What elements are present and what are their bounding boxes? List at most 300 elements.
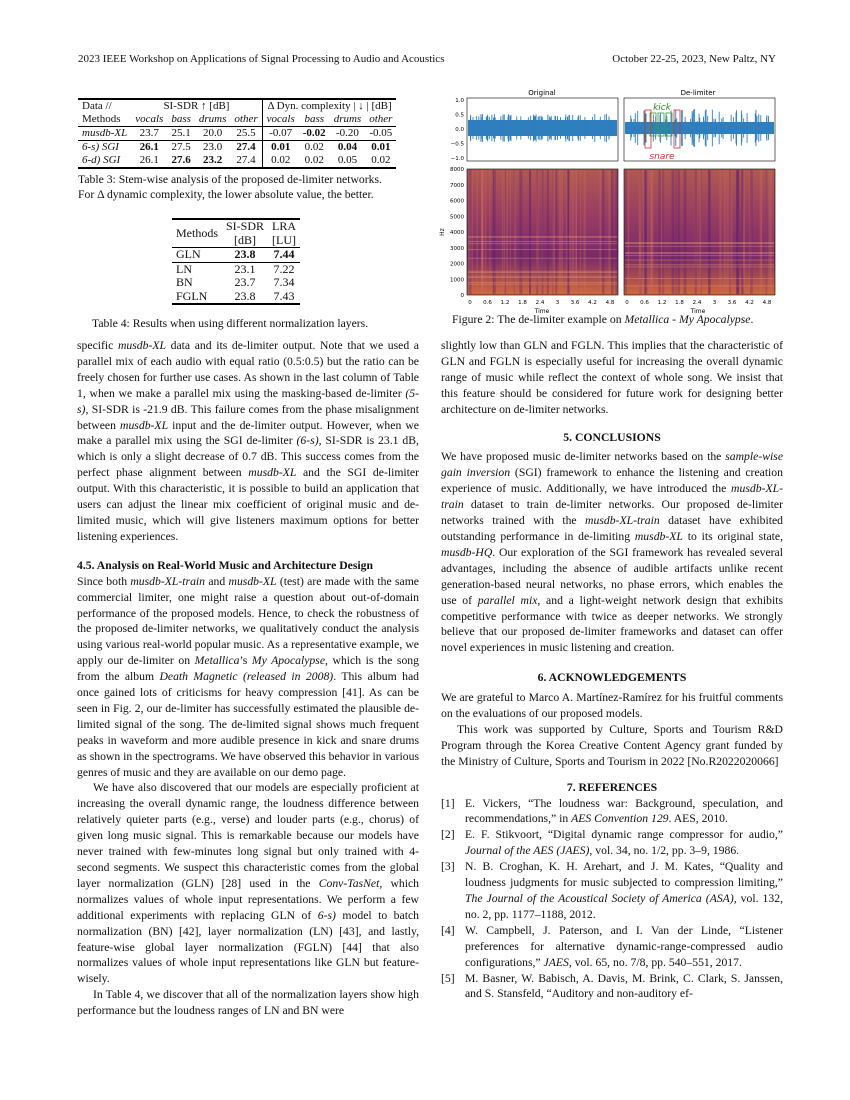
wave-peak	[473, 117, 474, 139]
time-tick-label: 0.6	[483, 300, 492, 306]
spec-band	[645, 170, 648, 294]
spec-band	[552, 170, 555, 294]
spec-band	[481, 170, 483, 294]
wave-tick-label: 0.0	[455, 127, 464, 133]
reference-item	[441, 923, 783, 971]
time-tick-label: 3.6	[727, 300, 737, 306]
wave-peak	[495, 117, 496, 138]
spec-band	[599, 170, 601, 294]
wave-peak	[692, 111, 693, 145]
running-header-right: October 22-25, 2023, New Paltz, NY	[612, 53, 776, 65]
spec-band	[561, 170, 563, 294]
wave-peak	[520, 116, 521, 139]
spec-harmonic	[625, 286, 774, 287]
t3-col-other-2: other	[369, 113, 393, 125]
reference-text: E. F. Stikvoort, “Digital dynamic range compressor for audio,” Journal of the AES (JAES), vol. 34, no. 1/2, pp. 3–9, 1986.	[465, 828, 783, 858]
spec-band	[727, 170, 729, 294]
spec-band	[569, 170, 571, 294]
spec-band	[743, 170, 744, 294]
t3-cell: 6-d) SGI	[82, 154, 121, 166]
spec-tick-label: 7000	[450, 182, 464, 189]
reference-item	[441, 796, 783, 828]
t3-cell: 23.0	[203, 141, 223, 153]
wave-peak	[704, 121, 705, 136]
wave-peak	[533, 115, 534, 142]
table-row	[78, 127, 396, 141]
t3-cell: 6-s) SGI	[82, 141, 119, 153]
t3-cell: 0.01	[271, 141, 291, 153]
wave-peak	[760, 115, 761, 141]
spec-band	[519, 170, 522, 294]
wave-peak	[489, 117, 490, 139]
wave-peak	[555, 116, 556, 140]
spec-band	[547, 170, 549, 294]
time-tick-label: 0	[468, 300, 472, 306]
spec-band	[628, 170, 629, 294]
wave-peak	[736, 110, 737, 146]
t3-cell: -0.05	[369, 127, 393, 139]
wave-peak	[549, 116, 550, 139]
wave-peak	[660, 115, 661, 141]
wave-peak	[508, 114, 509, 142]
wave-peak	[486, 117, 487, 140]
fig2-title-original: Original	[528, 89, 556, 97]
running-header-left: 2023 IEEE Workshop on Applications of Signal Processing to Audio and Acoustics	[78, 53, 445, 65]
table-4	[172, 218, 300, 305]
spec-harmonic	[625, 278, 774, 279]
t4-cell: 7.22	[273, 261, 295, 276]
spec-band	[580, 170, 581, 294]
time-axis	[468, 300, 772, 306]
t4-cell: 7.44	[273, 247, 295, 261]
right-column	[441, 338, 783, 1002]
wave-peak	[743, 118, 744, 137]
wave-peak	[703, 117, 704, 140]
t3-head-methods: Methods	[82, 113, 121, 125]
spec-harmonic	[468, 241, 617, 242]
t4-head-lu: [LU]	[272, 232, 297, 247]
paragraph: We are grateful to Marco A. Martínez-Ramírez for his fruitful comments on the evaluations of our proposed models.	[441, 691, 783, 721]
t3-col-drums-2: drums	[333, 113, 362, 125]
spec-band	[650, 170, 652, 294]
wave-peak	[478, 116, 479, 139]
t4-cell: 23.8	[234, 247, 256, 261]
wave-peak	[493, 118, 494, 139]
spec-band	[675, 170, 676, 294]
table-row	[78, 154, 396, 168]
wave-peak	[741, 114, 742, 143]
figure-2	[440, 86, 780, 314]
spec-harmonic	[468, 276, 617, 277]
wave-peak	[671, 110, 672, 145]
wave-peak	[639, 123, 640, 134]
spec-band	[729, 170, 732, 294]
wave-peak	[721, 119, 722, 138]
spec-harmonic	[468, 272, 617, 273]
wave-peak	[482, 114, 483, 142]
wave-peak	[572, 115, 573, 141]
t3-cell: 27.6	[171, 154, 191, 166]
spec-harmonic	[468, 236, 617, 237]
t3-cell: 0.01	[371, 141, 391, 153]
t4-cell: FGLN	[176, 288, 208, 303]
spec-tick-label: 0	[460, 293, 464, 299]
time-tick-label: 4.2	[745, 300, 754, 306]
t4-head-db: [dB]	[234, 232, 256, 247]
wave-tick-label: 0.5	[455, 112, 464, 119]
reference-item	[441, 827, 783, 859]
wave-peak	[713, 119, 714, 138]
spec-band	[678, 170, 680, 294]
reference-text: N. B. Croghan, K. H. Arehart, and J. M. Kates, “Quality and loudness judgments for music subjected to compression limiting,” The Journal of the Acoustical Society of America (ASA), vol. 132, no. 2, pp. 1177–1188, 2012.	[465, 860, 784, 921]
paragraph: Since both musdb-XL-train and musdb-XL (test) are made with the same commercial limiter, one might raise a question about out-of-domain performance of the proposed models. Hence, to check the robustness of the proposed de-limiter networks, we qualitatively conduct the analysis using various real-world popular music. As a representative example, we apply our de-limiter on Metallica’s My Apocalypse, which is the song from the album Death Magnetic (released in 2008). This album had once gained lots of criticisms for heavy compression [41]. As can be seen in Fig. 2, our de-limiter has successfully estimated the plausible de-limited signal of the song. The de-limited signal shows much frequent peaks in waveform and more audible presence in kick and snare drums as shown in the spectrograms. We have observed this behavior in various genres of music and they are available on our demo page.	[77, 574, 420, 779]
fig2-title-delimiter: De-limiter	[680, 89, 716, 97]
wave-peak	[608, 116, 609, 139]
wave-peak	[600, 117, 601, 140]
wave-peak	[757, 116, 758, 140]
paragraph: slightly low than GLN and FGLN. This implies that the characteristic of GLN and FGLN is especially useful for increasing the overall dynamic range of music while reflect the context of whole song. We insist that this feature should be considered for future work for designing better architecture on de-limiter networks.	[441, 339, 783, 416]
spec-tick-label: 2000	[450, 261, 464, 268]
time-tick-label: 2.4	[692, 300, 702, 306]
time-tick-label: 1.2	[500, 300, 510, 306]
t3-cell: 0.02	[304, 141, 324, 153]
wave-peak	[634, 119, 635, 137]
wave-peak	[567, 117, 568, 140]
spec-harmonic	[468, 277, 617, 278]
wave-peak	[631, 119, 632, 137]
wave-peak	[675, 120, 676, 137]
t4-head-sisdr: SI-SDR	[226, 219, 265, 233]
table-row	[172, 248, 300, 263]
wave-peak	[578, 115, 579, 140]
reference-number: [4]	[441, 923, 455, 937]
section-heading-conclusions: 5. CONCLUSIONS	[563, 430, 661, 444]
spec-band	[695, 170, 697, 294]
wave-peak	[569, 115, 570, 141]
reference-item	[441, 859, 783, 923]
spec-tick-label: 5000	[450, 214, 464, 221]
spec-harmonic	[625, 253, 774, 254]
spec-band	[611, 170, 614, 294]
wave-peak	[487, 115, 488, 142]
wave-peak	[541, 117, 542, 138]
table-row	[78, 141, 396, 155]
t4-cell: 23.8	[234, 288, 256, 303]
t3-col-drums: drums	[198, 113, 227, 125]
table-3-caption: Table 3: Stem-wise analysis of the proposed de-limiter networks. For Δ dynamic complexity, the lower absolute value, the better.	[78, 173, 382, 201]
time-tick-label: 1.2	[657, 300, 667, 306]
spec-band	[741, 170, 743, 294]
reference-number: [5]	[441, 971, 455, 985]
t3-cell: 26.1	[139, 154, 159, 166]
spec-band	[724, 170, 726, 294]
spec-harmonic	[468, 284, 617, 285]
t3-cell: 25.5	[230, 127, 262, 141]
spec-tick-label: 4000	[450, 230, 464, 236]
spec-harmonic	[625, 252, 774, 253]
caption-end: .	[750, 313, 754, 326]
time-tick-label: 0.6	[640, 300, 649, 306]
t3-cell: 27.4	[230, 141, 262, 155]
wave-peak	[557, 116, 558, 140]
reference-text: W. Campbell, J. Paterson, and I. Van der Linde, “Listener preferences for alternative dynamic-range-compressed audio configurations,” JAES, vol. 65, no. 7/8, pp. 540–551, 2017.	[465, 923, 783, 969]
wave-peak	[560, 117, 561, 138]
spec-band	[493, 170, 496, 294]
wave-peak	[516, 116, 517, 139]
spec-band	[643, 170, 645, 294]
t3-cell: musdb-XL	[82, 127, 128, 139]
wave-peak	[476, 116, 477, 140]
wave-peak	[697, 121, 698, 135]
spec-band	[699, 170, 701, 294]
spec-band	[750, 170, 753, 294]
t3-cell: 25.1	[171, 127, 191, 139]
wave-peak	[699, 118, 700, 138]
time-tick-label: 3	[712, 300, 717, 306]
spec-harmonic	[468, 271, 617, 272]
reference-list	[441, 796, 783, 1003]
paragraph: We have also discovered that our models are especially proficient at increasing the overall dynamic range, the loudness difference between relatively quieter parts (e.g., verse) and louder parts (e.g., chorus) of given long music signal. This is remarkable because our models have never trained with few-minutes long signal but only trained with 4-second segments. We suspect this characteristic comes from the global layer normalization (GLN) [28] used in the Conv-TasNet, which normalizes values of whole input representations. We perform a few additional experiments with replacing GLN of 6-s) model to batch normalization (BN) [42], layer normalization (LN) [43], and lastly, feature-wise global layer normalization (FGLN) [44] that also normalizes values of whole input representations like GLN but feature-wisely.	[77, 781, 420, 986]
wave-peak	[653, 114, 654, 141]
t3-cell: 23.2	[203, 154, 223, 166]
wave-peak	[766, 115, 767, 140]
paragraph: This work was supported by Culture, Sports and Tourism R&D Program through the Korea Creative Content Agency grant funded by the Ministry of Culture, Sports and Tourism in 2022 [No.R2022020066]	[441, 722, 783, 768]
wave-peak	[685, 121, 686, 134]
time-tick-label: 2.4	[535, 300, 545, 306]
wave-peak	[690, 124, 691, 133]
t3-cell: -0.07	[269, 127, 293, 139]
t3-cell: 23.7	[139, 127, 159, 139]
t3-col-bass: bass	[171, 113, 191, 125]
spec-band	[608, 170, 610, 294]
spec-band	[469, 170, 472, 294]
spec-band	[575, 170, 577, 294]
wave-peak	[731, 115, 732, 141]
x-label-time-left: Time	[534, 308, 550, 315]
t4-head-lra: LRA	[272, 219, 297, 233]
time-tick-label: 1.8	[518, 300, 527, 306]
t3-col-vocals: vocals	[135, 113, 164, 125]
wave-peak	[750, 125, 751, 132]
time-tick-label: 0	[625, 300, 629, 306]
wave-peak	[733, 117, 734, 139]
table-row	[172, 262, 300, 276]
spec-harmonic	[625, 255, 774, 256]
wave-peak	[722, 123, 723, 134]
t3-col-bass-2: bass	[304, 113, 324, 125]
spec-band	[661, 170, 662, 294]
wave-peak	[604, 115, 605, 142]
wave-peak	[500, 116, 501, 140]
t3-col-vocals-2: vocals	[266, 113, 295, 125]
spec-band	[485, 170, 487, 294]
wave-peak	[707, 116, 708, 140]
wave-peak	[547, 115, 548, 142]
time-tick-label: 1.8	[675, 300, 684, 306]
wave-peak	[503, 117, 504, 140]
wave-tick-label: −1.0	[450, 156, 464, 162]
t3-cell: 0.02	[304, 154, 324, 166]
wave-peak	[630, 115, 631, 140]
wave-peak	[637, 111, 638, 145]
paragraph: specific musdb-XL data and its de-limiter output. Note that we used a parallel mix of each audio with equal ratio (0.5:0.5) but the ratio can be freely chosen for further use cases. As shown in the last column of Table 1, when we make a parallel mix using the masking-based de-limiter (5-s), SI-SDR is -21.9 dB. This failure comes from the phase misalignment between musdb-XL input and the de-limiter output. However, when we make a parallel mix using the SGI de-limiter (6-s), SI-SDR is 23.1 dB, which is only a slight decrease of 0.7 dB. This success comes from the perfect phase alignment between musdb-XL and the SGI de-limiter output. With this characteristic, it is possible to build an application that users can adjust the linear mix coefficient of original music and de-limited music, which will give listeners maximum options for better listening experiences.	[77, 339, 419, 543]
t4-cell: BN	[176, 275, 193, 289]
section-heading-references: 7. REFERENCES	[566, 780, 658, 794]
spec-band	[719, 170, 721, 294]
reference-number: [1]	[441, 796, 455, 810]
reference-text: M. Basner, W. Babisch, A. Davis, M. Brink, C. Clark, S. Janssen, and S. Stansfeld, “Auditory and non-auditory ef-	[465, 971, 783, 1001]
time-tick-label: 3	[555, 300, 560, 306]
reference-number: [2]	[441, 828, 455, 842]
wave-peak	[768, 116, 769, 140]
t3-head-data: Data //	[82, 100, 112, 112]
spec-band	[559, 170, 561, 294]
wave-tick-label: 1.0	[455, 98, 464, 104]
spec-harmonic	[468, 282, 617, 283]
section-heading-acknowledgements: 6. ACKNOWLEDGEMENTS	[537, 671, 687, 685]
t3-cell: 20.0	[203, 127, 223, 139]
spec-harmonic	[625, 242, 774, 243]
wave-peak	[666, 116, 667, 141]
t3-cell: -0.02	[302, 127, 326, 139]
spec-band	[639, 170, 641, 294]
wave-axis	[451, 98, 465, 162]
time-tick-label: 4.8	[762, 300, 772, 306]
paragraph: In Table 4, we discover that all of the normalization layers show high performance but the loudness ranges of LN and BN were	[77, 988, 419, 1018]
spec-band	[602, 170, 604, 294]
spec-band	[583, 170, 585, 294]
t4-cell: 23.1	[234, 261, 256, 276]
t4-cell: 23.7	[234, 275, 256, 289]
spec-harmonic	[468, 258, 617, 259]
left-column	[77, 338, 419, 1019]
section-heading-4-5: 4.5. Analysis on Real-World Music and Architecture Design	[77, 558, 373, 572]
figure-2-caption	[452, 312, 792, 327]
spec-band	[502, 170, 504, 294]
wave-peak	[491, 115, 492, 141]
spec-band	[476, 170, 478, 294]
wave-peak	[606, 114, 607, 142]
table-4-caption: Table 4: Results when using different normalization layers.	[92, 317, 369, 330]
wave-peak	[635, 113, 636, 143]
wave-peak	[758, 114, 759, 142]
spec-band	[659, 170, 661, 294]
time-tick-label: 3.6	[570, 300, 580, 306]
spec-band	[572, 170, 575, 294]
paragraph: We have proposed music de-limiter networks based on the sample-wise gain inversion (SGI) framework to enhance the listening and creation experience of music. Additionally, we have introduced the musdb-XL-train dataset to train de-limiter networks. Our proposed de-limiter networks trained with the musdb-XL-train dataset have exhibited outstanding performance in de-limiting musdb-XL to its original state, musdb-HQ. Our exploration of the SGI framework has revealed several advantages, including the absence of audible artifacts unlike recent generation-based neural networks, no phase errors, which enables the use of parallel mix, and a light-weight network design that exhibits competitive performance with twice as deeper networks. We strongly believe that our proposed de-limiter frameworks and dataset can offer novel experiences in music listening and creation.	[441, 450, 783, 655]
t4-cell: 7.34	[273, 275, 295, 289]
wave-peak	[470, 115, 471, 141]
t4-cell: 7.43	[273, 288, 295, 303]
spectrogram-texture	[468, 170, 774, 294]
caption-text: Figure 2: The de-limiter example on	[452, 313, 625, 326]
wave-peak	[681, 110, 682, 146]
spec-tick-label: 6000	[450, 198, 464, 205]
wave-peak	[594, 114, 595, 142]
spec-axis	[450, 167, 465, 299]
spec-band	[555, 170, 557, 294]
spec-band	[736, 170, 739, 294]
y-label-hz: Hz	[439, 228, 446, 236]
t3-head-sisdr: SI-SDR ↑ [dB]	[131, 99, 262, 113]
time-tick-label: 4.8	[605, 300, 615, 306]
t3-cell: 27.5	[171, 141, 191, 153]
spec-band	[567, 170, 569, 294]
spec-band	[514, 170, 516, 294]
wave-peak	[706, 109, 707, 147]
wave-peak	[719, 112, 720, 145]
wave-peak	[757, 123, 758, 132]
t4-cell: GLN	[176, 247, 201, 261]
spec-band	[771, 170, 773, 294]
wave-peak	[528, 117, 529, 139]
t4-head-methods: Methods	[172, 219, 222, 248]
wave-peak	[565, 114, 566, 141]
spec-band	[489, 170, 490, 294]
spec-harmonic	[625, 260, 774, 261]
wave-peak	[530, 116, 531, 141]
spec-band	[761, 170, 762, 294]
t4-cell: LN	[176, 261, 192, 276]
table-row	[172, 276, 300, 290]
wave-peak	[755, 110, 756, 146]
spec-band	[766, 170, 767, 294]
wave-peak	[538, 117, 539, 139]
wave-peak	[551, 116, 552, 140]
wave-peak	[584, 117, 585, 139]
wave-peak	[550, 118, 551, 139]
spec-tick-label: 1000	[450, 277, 464, 284]
wave-tick-label: −0.5	[450, 141, 464, 148]
t3-col-other: other	[230, 113, 262, 127]
spec-band	[505, 170, 506, 294]
spec-band	[529, 170, 531, 294]
reference-text: E. Vickers, “The loudness war: Background, speculation, and recommendations,” in AES Convention 129. AES, 2010.	[465, 796, 783, 826]
t3-cell: 0.02	[371, 154, 391, 166]
spec-band	[651, 170, 652, 294]
wave-peak	[592, 117, 593, 139]
spec-harmonic	[468, 243, 617, 244]
spec-band	[672, 170, 675, 294]
reference-item	[441, 971, 783, 1003]
wave-peak	[536, 114, 537, 141]
spec-band	[615, 170, 618, 294]
wave-peak	[683, 124, 684, 131]
wave-peak	[715, 119, 716, 137]
wave-peak	[580, 115, 581, 141]
wave-peak	[693, 116, 694, 140]
spec-band	[536, 170, 539, 294]
spec-band	[684, 170, 687, 294]
spec-harmonic	[625, 264, 774, 265]
x-label-time-right: Time	[690, 308, 706, 315]
wave-peak	[510, 116, 511, 140]
spec-band	[542, 170, 544, 294]
wave-peak	[694, 109, 695, 147]
t3-cell: -0.20	[335, 127, 359, 139]
caption-song: Metallica - My Apocalypse	[624, 313, 751, 326]
wave-peak	[504, 114, 505, 141]
reference-number: [3]	[441, 860, 455, 874]
wave-peak	[539, 116, 540, 140]
spec-harmonic	[625, 266, 774, 267]
wave-peak	[535, 116, 536, 140]
spec-tick-label: 3000	[450, 245, 464, 252]
spec-band	[625, 170, 626, 294]
spec-band	[708, 170, 710, 294]
wave-peak	[725, 122, 726, 133]
table-3	[78, 98, 396, 169]
